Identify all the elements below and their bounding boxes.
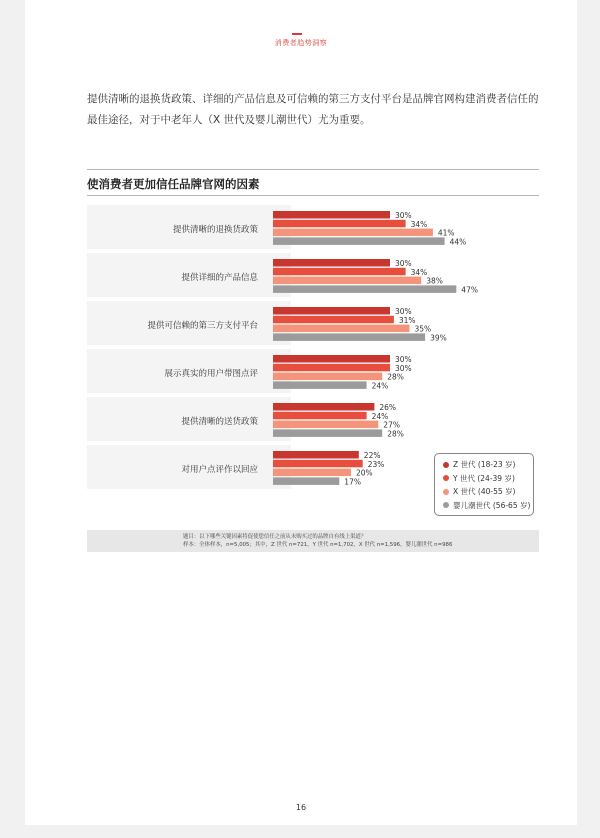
bar <box>273 421 378 429</box>
category-label: 展示真实的用户带图点评 <box>164 369 258 379</box>
data-label: 17% <box>344 477 361 487</box>
bar-chart <box>25 0 577 825</box>
data-label: 24% <box>371 381 389 391</box>
bar <box>273 364 390 372</box>
data-label: 30% <box>395 363 412 373</box>
category-label: 提供清晰的退换货政策 <box>172 225 258 235</box>
legend-item <box>443 458 533 472</box>
bar <box>273 229 433 237</box>
data-label: 22% <box>363 451 381 460</box>
bar <box>273 355 390 363</box>
bar <box>273 285 456 293</box>
data-label: 20% <box>356 468 373 478</box>
bar <box>273 429 382 437</box>
legend-item <box>443 499 533 513</box>
bar <box>273 477 339 485</box>
bar <box>273 333 425 341</box>
data-label: 30% <box>395 211 412 220</box>
bar <box>273 460 363 468</box>
legend-swatch <box>443 502 449 508</box>
category-label: 提供可信赖的第三方支付平台 <box>147 321 258 331</box>
data-label: 30% <box>395 355 412 364</box>
legend-label: X 世代 (40-55 岁) <box>453 487 516 497</box>
footnote-sample: 样本：全体样本，n=5,005；其中，Z 世代 n=721，Y 世代 n=1,702，X 世代 n=1,596，婴儿潮世代 n=986 <box>183 542 453 548</box>
footnote-question: 题目：以下哪些关键因素将促使您信任之前从未购买过的品牌自有线上渠道？ <box>183 534 367 540</box>
bar <box>273 211 390 219</box>
data-label: 23% <box>367 459 385 469</box>
bar <box>273 412 367 420</box>
data-label: 24% <box>371 411 389 421</box>
legend-label: 婴儿潮世代 (56-65 岁) <box>453 500 531 510</box>
data-label: 38% <box>426 276 443 286</box>
data-label: 30% <box>395 259 412 268</box>
bar <box>273 237 445 245</box>
data-label: 41% <box>437 228 455 238</box>
bar <box>273 259 390 267</box>
legend-swatch <box>443 489 449 495</box>
legend-label: Y 世代 (24-39 岁) <box>453 473 515 483</box>
data-label: 27% <box>383 420 400 430</box>
bar <box>273 381 367 389</box>
bar <box>273 325 410 333</box>
category-label: 提供清晰的送货政策 <box>181 417 258 427</box>
data-label: 28% <box>387 429 404 439</box>
category-label: 提供详细的产品信息 <box>181 273 258 283</box>
legend-label: Z 世代 (18-23 岁) <box>453 460 516 470</box>
report-page <box>25 0 577 825</box>
chart-footnote <box>87 530 539 552</box>
chart-legend <box>434 453 534 516</box>
bar <box>273 277 421 285</box>
data-label: 26% <box>379 403 397 412</box>
bar <box>273 268 406 276</box>
intro-paragraph: 提供清晰的退换货政策、详细的产品信息及可信赖的第三方支付平台是品牌官网构建消费者信任的最佳途径，对于中老年人（X 世代及婴儿潮世代）尤为重要。 <box>87 93 539 126</box>
bar <box>273 469 351 477</box>
chart-title: 使消费者更加信任品牌官网的因素 <box>87 177 260 191</box>
data-label: 34% <box>410 267 428 277</box>
bar <box>273 451 359 459</box>
bar <box>273 403 374 411</box>
legend-swatch <box>443 475 449 481</box>
bar <box>273 316 394 324</box>
legend-swatch <box>443 462 449 468</box>
data-label: 35% <box>414 324 432 334</box>
data-label: 34% <box>410 219 428 229</box>
bar <box>273 220 406 228</box>
bar <box>273 373 382 381</box>
data-label: 30% <box>395 307 412 316</box>
page-number: 16 <box>295 803 307 812</box>
legend-item <box>443 485 533 499</box>
section-header: 消费者趋势洞察 <box>274 39 328 47</box>
data-label: 28% <box>387 372 404 382</box>
category-label: 对用户点评作以回应 <box>181 465 258 475</box>
bar <box>273 307 390 315</box>
legend-item <box>443 472 533 486</box>
data-label: 47% <box>461 285 478 295</box>
data-label: 44% <box>449 237 467 247</box>
data-label: 39% <box>430 333 447 343</box>
data-label: 31% <box>398 315 416 325</box>
